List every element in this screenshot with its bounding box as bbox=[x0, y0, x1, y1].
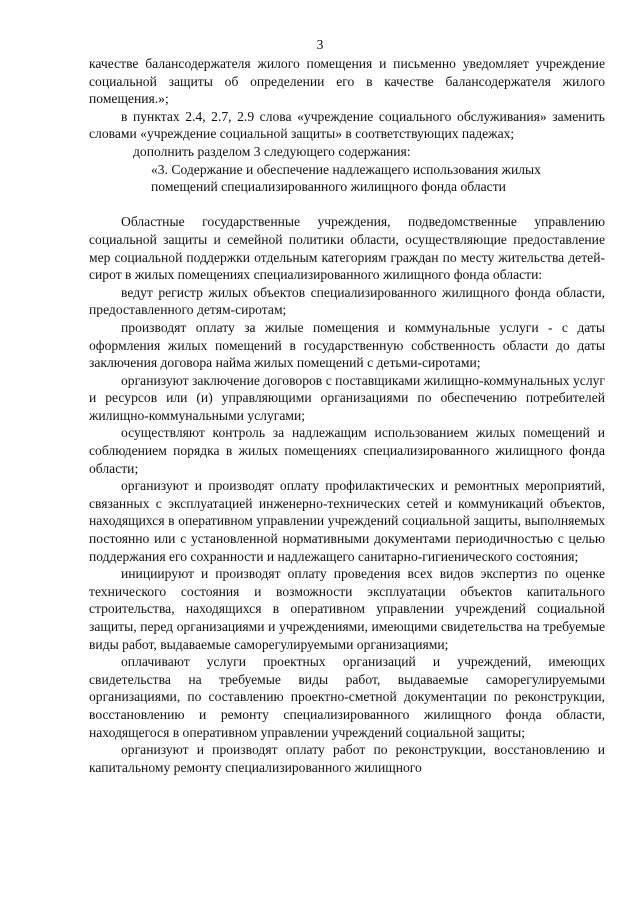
paragraph: ведут регистр жилых объектов специализированного жилищного фонда области, предоставленного детям-сиротам; bbox=[89, 284, 605, 318]
document-body bbox=[89, 55, 605, 776]
section-heading-line: «3. Содержание и обеспечение надлежащего использования жилых bbox=[151, 161, 541, 177]
page-number: 3 bbox=[316, 37, 324, 52]
paragraph: организуют и производят оплату работ по реконструкции, восстановлению и капитальному ремонту специализированного жилищного bbox=[89, 742, 605, 775]
paragraph: производят оплату за жилые помещения и коммунальные услуги - с даты оформления жилых помещений в государственную собственность области до даты заключения договора найма жилых помещений с детьми-сиротами; bbox=[89, 319, 605, 371]
paragraph: организуют заключение договоров с поставщиками жилищно-коммунальных услуг и ресурсов или (и) управляющими организациями по обеспечению потребителей жилищно-коммунальными услугами; bbox=[89, 372, 605, 423]
paragraph: Областные государственные учреждения, подведомственные управлению социальной защиты и семейной политики области, осуществляющие предоставление мер социальной поддержки отдельным категориям граждан по месту жительства детей-сирот в жилых помещениях специализированного жилищного фонда области: bbox=[89, 214, 605, 283]
paragraph: оплачивают услуги проектных организаций и учреждений, имеющих свидетельства на требуемые виды работ, выдаваемые саморегулируемыми организациями, по составлению проектно-сметной документации по реконструкции, восстановлению и ремонту специализированного жилищного фонда области, находящегося в оперативном управлении учреждений социальной защиты; bbox=[89, 654, 605, 740]
paragraph: качестве балансодержателя жилого помещения и письменно уведомляет учреждение социальной защиты об определении его в качестве балансодержателя жилого помещения.»; bbox=[89, 56, 605, 107]
paragraph: инициируют и производят оплату проведения всех видов экспертиз по оценке технического состояния и возможности эксплуатации объектов капитального строительства, находящихся в оперативном управлении учреждений социальной защиты, перед организациями и учреждениями, имеющими свидетельства на требуемые виды работ, выдаваемые саморегулируемыми организациями; bbox=[89, 566, 605, 652]
paragraph: организуют и производят оплату профилактических и ремонтных мероприятий, связанных с эксплуатацией инженерно-технических сетей и коммуникаций объектов, находящихся в оперативном управлении учреждений социальной защиты, выполняемых постоянно или с установленной нормативными документами периодичностью с целью поддержания его сохранности и надлежащего санитарно-гигиенического состояния; bbox=[89, 478, 605, 564]
section-heading bbox=[89, 161, 605, 196]
paragraph: в пунктах 2.4, 2.7, 2.9 слова «учреждение социального обслуживания» заменить словами «учреждение социальной защиты» в соответствующих падежах; bbox=[89, 108, 605, 142]
paragraph: дополнить разделом 3 следующего содержания: bbox=[133, 143, 411, 159]
section-heading-line: помещений специализированного жилищного фонда области bbox=[151, 179, 506, 195]
paragraph: осуществляют контроль за надлежащим использованием жилых помещений и соблюдением порядка в жилых помещениях специализированного жилищного фонда области; bbox=[89, 425, 605, 476]
